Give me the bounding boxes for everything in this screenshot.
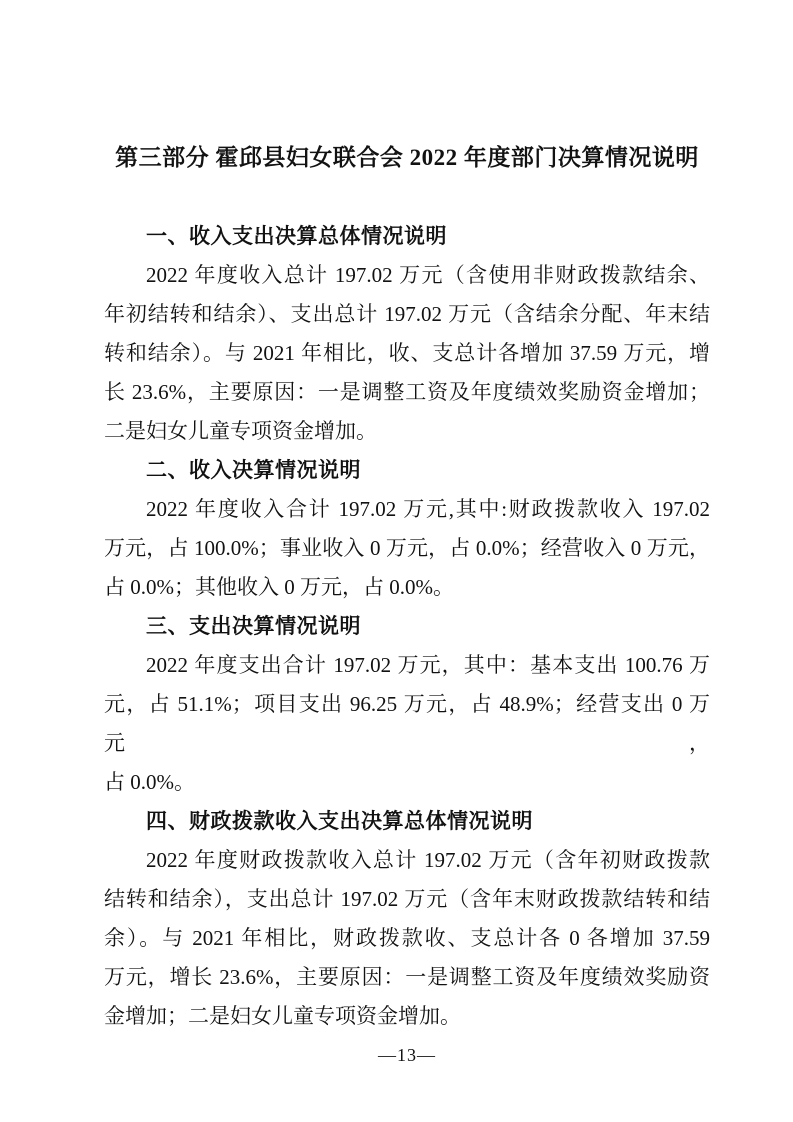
body-line: 占 0.0%。 [104,770,195,794]
body-line: 2022 年度支出合计 197.02 万元，其中：基本支出 100.76 万 [146,653,710,677]
page-number: —13— [378,1045,436,1065]
body-line: 2022 年度财政拨款收入总计 197.02 万元（含年初财政拨款 [146,848,710,872]
body-line: 金增加；二是妇女儿童专项资金增加。 [104,1004,461,1028]
body-line: 万元，增长 23.6%，主要原因：一是调整工资及年度绩效奖励资 [104,965,710,989]
section-3-heading: 三、支出决算情况说明 [146,615,361,638]
section-income-statement [104,451,710,607]
body-line: 2022 年度收入合计 197.02 万元,其中:财政拨款收入 197.02 [146,497,710,521]
body-line: 长 23.6%，主要原因：一是调整工资及年度绩效奖励资金增加； [104,380,710,404]
body-line: 占 0.0%；其他收入 0 万元，占 0.0%。 [104,575,454,599]
body-line: 二是妇女儿童专项资金增加。 [104,419,377,443]
section-fiscal-appropriation-overview [104,802,710,1036]
body-line: 元，占 51.1%；项目支出 96.25 万元，占 48.9%；经营支出 0 万元， [104,692,710,755]
page-title: 第三部分 霍邱县妇女联合会 2022 年度部门决算情况说明 [115,145,699,170]
body-line: 年初结转和结余）、支出总计 197.02 万元（含结余分配、年末结 [104,302,710,326]
section-income-expenditure-overview [104,217,710,451]
body-line: 2022 年度收入总计 197.02 万元（含使用非财政拨款结余、 [146,263,710,287]
body-line: 转和结余）。与 2021 年相比，收、支总计各增加 37.59 万元，增 [104,341,710,365]
section-2-heading: 二、收入决算情况说明 [146,459,361,482]
body-line: 结转和结余），支出总计 197.02 万元（含年末财政拨款结转和结 [104,887,710,911]
section-4-heading: 四、财政拨款收入支出决算总体情况说明 [146,810,533,833]
section-expenditure-statement [104,607,710,802]
body-line: 余）。与 2021 年相比，财政拨款收、支总计各 0 各增加 37.59 [104,926,710,950]
section-1-heading: 一、收入支出决算总体情况说明 [146,225,447,248]
body-line: 万元，占 100.0%；事业收入 0 万元，占 0.0%；经营收入 0 万元， [104,536,711,560]
